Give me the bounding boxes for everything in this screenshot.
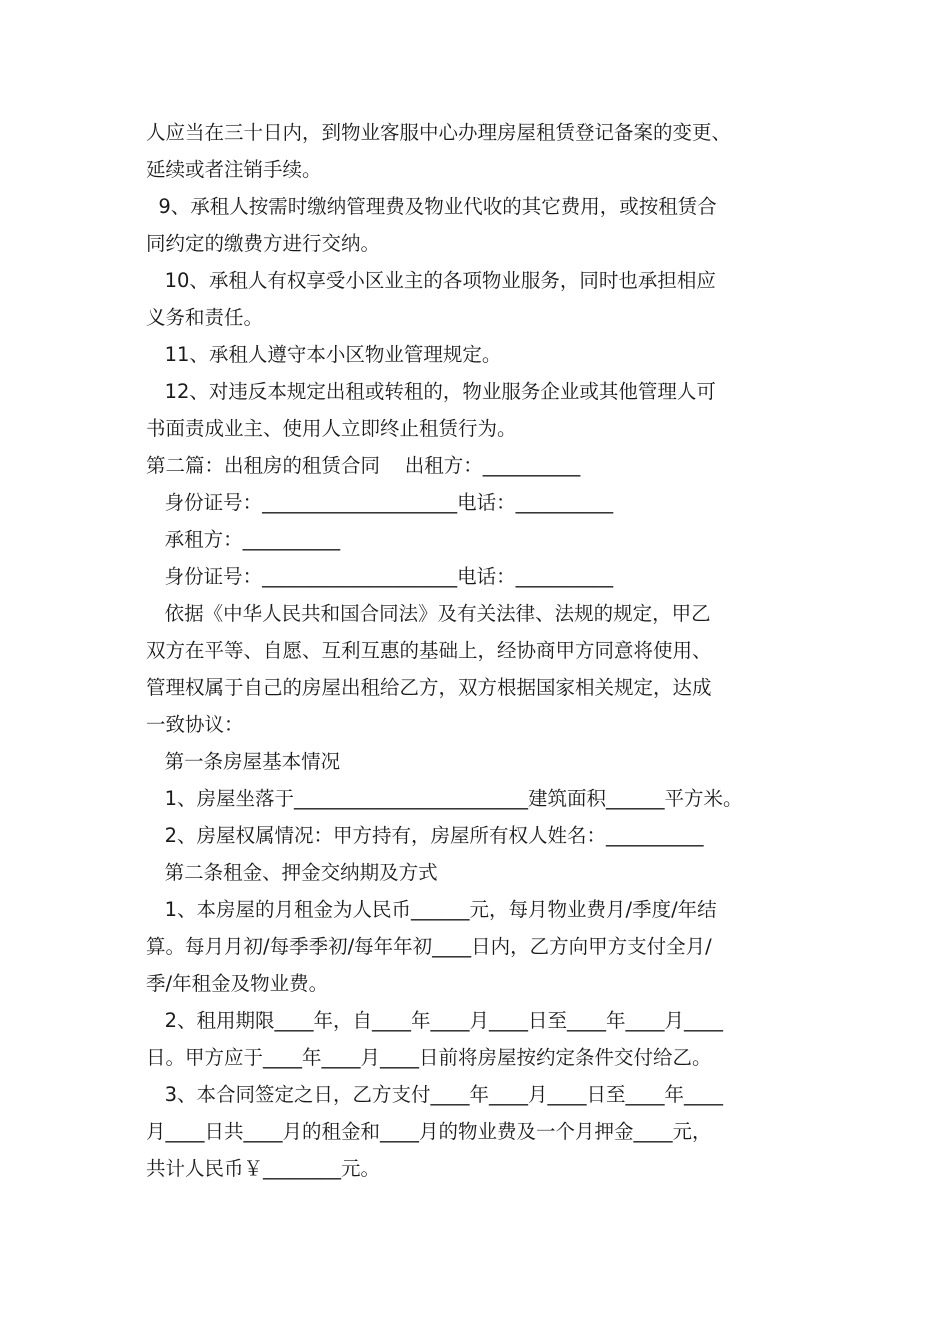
text-line: 季/年租金及物业费。 [146,972,329,995]
text-line: 9、承租人按需时缴纳管理费及物业代收的其它费用，或按租赁合 [146,195,717,218]
article-heading: 第二条租金、押金交纳期及方式 [146,861,438,884]
text-line: 2、租用期限____年，自____年____月____日至____年____月____ [146,1009,724,1032]
form-field-line: 身份证号：____________________电话：__________ [146,565,614,588]
contract-text [146,114,836,1187]
form-field-line: 承租方：__________ [146,528,341,551]
form-field-line: 身份证号：____________________电话：__________ [146,491,614,514]
text-line: 同约定的缴费方进行交纳。 [146,232,381,255]
text-line: 管理权属于自己的房屋出租给乙方，双方根据国家相关规定，达成 [146,676,712,699]
text-line: 共计人民币￥________元。 [146,1157,381,1180]
text-line: 书面责成业主、使用人立即终止租赁行为。 [146,417,517,440]
text-line: 日。甲方应于____年____月____日前将房屋按约定条件交付给乙。 [146,1046,712,1069]
text-line: 双方在平等、自愿、互利互惠的基础上，经协商甲方同意将使用、 [146,639,712,662]
text-line: 1、本房屋的月租金为人民币______元，每月物业费月/季度/年结 [146,898,717,921]
text-line: 人应当在三十日内，到物业客服中心办理房屋租赁登记备案的变更、 [146,121,732,144]
text-line: 11、承租人遵守本小区物业管理规定。 [146,343,502,366]
text-line: 依据《中华人民共和国合同法》及有关法律、法规的规定，甲乙 [146,602,711,625]
article-heading: 第一条房屋基本情况 [146,750,341,773]
text-line: 10、承租人有权享受小区业主的各项物业服务，同时也承担相应 [146,269,716,292]
text-line: 义务和责任。 [146,306,264,329]
text-line: 算。每月月初/每季季初/每年年初____日内，乙方向甲方支付全月/ [146,935,712,958]
text-line: 12、对违反本规定出租或转租的，物业服务企业或其他管理人可 [146,380,716,403]
text-line: 3、本合同签定之日，乙方支付____年____月____日至____年____ [146,1083,724,1106]
section-heading: 第二篇：出租房的租赁合同 出租方：__________ [146,454,581,477]
text-line: 一致协议： [146,713,244,736]
text-line: 2、房屋权属情况：甲方持有，房屋所有权人姓名：__________ [146,824,704,847]
text-line: 1、房屋坐落于________________________建筑面积______平方米。 [146,787,743,810]
text-line: 月____日共____月的租金和____月的物业费及一个月押金____元， [146,1120,712,1143]
text-line: 延续或者注销手续。 [146,158,322,181]
